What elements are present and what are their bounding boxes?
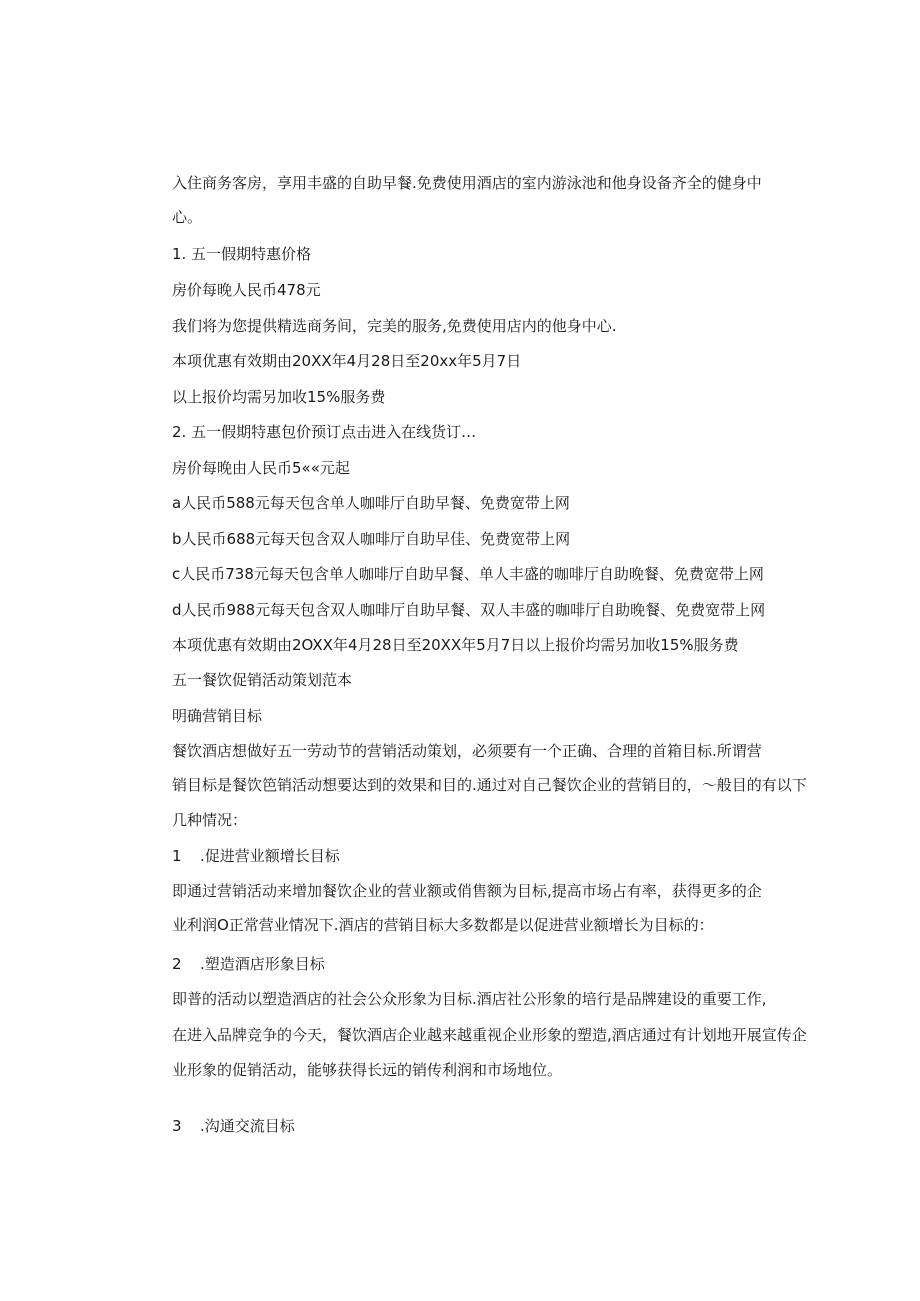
paragraph-line: 销目标是餐饮笆销活动想要达到的效果和目的.通过对自己餐饮企业的营销目的，～般目的有以下 — [172, 776, 807, 794]
heading-text: .塑造酒店形象目标 — [200, 955, 325, 973]
paragraph-line: 即通过营销活动来增加餐饮企业的营业额或俏售额为目标,提高市场占有率，获得更多的企 — [172, 882, 762, 900]
heading-text: .促进营业额增长目标 — [200, 847, 340, 865]
paragraph-line: 业形象的促销活动，能够获得长远的销传利润和市场地位。 — [172, 1061, 563, 1079]
heading-number: 2 — [172, 955, 182, 973]
paragraph-line: 在进入品牌竞争的今天，餐饮酒店企业越来越重视企业形象的塑造,酒店通过有计划地开展宣传企 — [172, 1026, 807, 1044]
heading-number: 1 — [172, 847, 182, 865]
text-line: 以上报价均需另加收15%服务费 — [172, 388, 386, 406]
subheading: 明确营销目标 — [172, 707, 263, 725]
text-line: 本项优惠有效期由20XX年4月28日至20xx年5月7日 — [172, 352, 522, 370]
numbered-heading — [172, 846, 340, 866]
section-heading: 1. 五一假期特惠价格 — [172, 245, 312, 263]
list-item: b人民币688元每天包含双人咖啡厅自助早佳、免费宽带上网 — [172, 530, 571, 548]
list-item: d人民币988元每天包含双人咖啡厅自助早餐、双人丰盛的咖啡厅自助晚餐、免费宽带上网 — [172, 601, 766, 619]
text-line: 房价每晚由人民币5««元起 — [172, 459, 350, 477]
list-item: a人民币588元每天包含单人咖啡厅自助早餐、免费宽带上网 — [172, 494, 570, 512]
section-heading: 2. 五一假期特惠包价预订点击进入在线货订… — [172, 423, 477, 441]
paragraph-line: 餐饮酒店想做好五一劳动节的营销活动策划，必须要有一个正确、合理的首箱目标.所谓营 — [172, 742, 762, 760]
text-line: 本项优惠有效期由2OXX年4月28日至20XX年5月7日以上报价均需另加收15%服务费 — [172, 636, 739, 654]
text-line: 心。 — [172, 208, 203, 226]
numbered-heading — [172, 954, 325, 974]
text-line: 房价每晚人民币478元 — [172, 281, 321, 299]
heading-number: 3 — [172, 1117, 182, 1135]
numbered-heading — [172, 1116, 295, 1136]
list-item: c人民币738元每天包含单人咖啡厅自助早餐、单人丰盛的咖啡厅自助晚餐、免费宽带上网 — [172, 565, 764, 583]
paragraph-line: 即普的活动以塑造酒店的社会公众形象为目标.酒店社公形象的培行是品牌建设的重要工作, — [172, 990, 767, 1008]
text-line: 我们将为您提供精选商务间，完美的服务,免费使用店内的他身中心. — [172, 317, 617, 335]
paragraph-line: 几种情况： — [172, 811, 248, 829]
page-title: 五一餐饮促销活动策划范本 — [172, 671, 353, 689]
paragraph-line: 业利润O正常营业情况下.酒店的营销目标大多数都是以促进营业额增长为目标的： — [172, 916, 714, 934]
text-line: 入住商务客房，享用丰盛的自助早餐.免费使用酒店的室内游泳池和他身设备齐全的健身中 — [172, 174, 762, 192]
heading-text: .沟通交流目标 — [200, 1117, 295, 1135]
